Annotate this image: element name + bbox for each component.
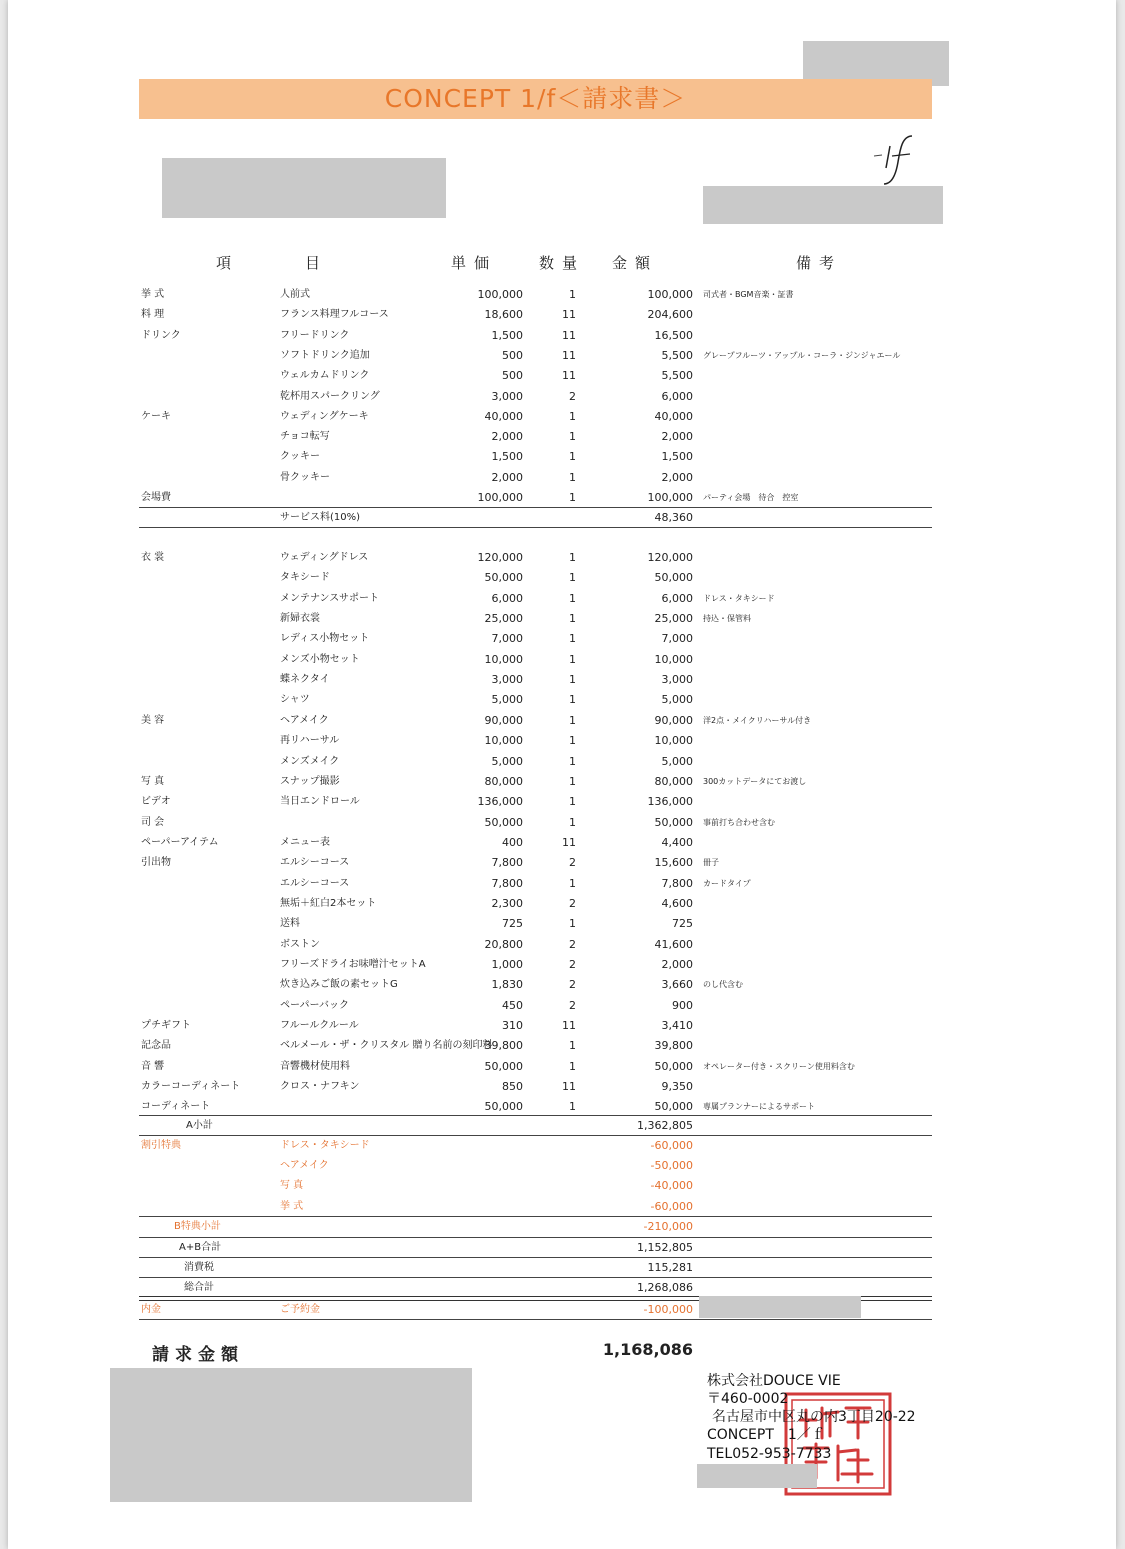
line-item-row xyxy=(0,568,1125,588)
item-remark: 冊子 xyxy=(703,858,719,868)
line-item-row xyxy=(0,975,1125,995)
line-item-row xyxy=(0,711,1125,731)
item-category: カラーコーディネート xyxy=(141,1081,241,1093)
item-amount: 120,000 xyxy=(647,551,693,564)
column-header-remarks: 備考 xyxy=(796,254,843,272)
line-item-row xyxy=(0,955,1125,975)
item-name: ヘアメイク xyxy=(280,714,329,726)
item-amount: -50,000 xyxy=(650,1159,693,1173)
item-quantity: 1 xyxy=(569,754,576,768)
line-item-row xyxy=(0,407,1125,427)
item-unit-price: 1,830 xyxy=(491,978,523,992)
item-category: 挙 式 xyxy=(141,289,165,300)
line-item-row xyxy=(0,629,1125,649)
item-name: 無垢＋紅白2本セット xyxy=(280,897,377,909)
line-item-row xyxy=(0,690,1125,710)
item-amount: 4,600 xyxy=(661,896,693,910)
item-quantity: 1 xyxy=(569,815,576,829)
divider xyxy=(139,527,932,528)
total-amount: 115,281 xyxy=(647,1260,693,1274)
item-quantity: 1 xyxy=(569,1059,576,1073)
item-name: フリードリンク xyxy=(280,329,350,341)
item-quantity: 1 xyxy=(569,1100,576,1114)
line-item-row xyxy=(0,468,1125,488)
item-unit-price: 40,000 xyxy=(484,409,523,423)
item-unit-price: 50,000 xyxy=(484,571,523,585)
item-amount: 16,500 xyxy=(654,328,693,342)
item-quantity: 1 xyxy=(569,450,576,464)
item-name: エルシーコース xyxy=(280,877,350,889)
deposit-amount: -100,000 xyxy=(643,1303,693,1316)
item-quantity: 1 xyxy=(569,713,576,727)
item-amount: 725 xyxy=(672,917,693,931)
item-unit-price: 39,800 xyxy=(484,1039,523,1053)
item-unit-price: 500 xyxy=(502,348,523,362)
item-unit-price: 5,000 xyxy=(491,754,523,768)
line-item-row xyxy=(0,447,1125,467)
item-amount: -60,000 xyxy=(650,1199,693,1213)
subtotal-b-amount: -210,000 xyxy=(643,1220,693,1233)
total-row xyxy=(0,1258,1125,1278)
item-quantity: 1 xyxy=(569,409,576,423)
company-name: 株式会社DOUCE VIE xyxy=(707,1373,841,1389)
item-name: 当日エンドロール xyxy=(280,796,360,808)
redacted-block xyxy=(162,158,446,218)
brand-logo xyxy=(872,132,920,188)
item-name: 再リハーサル xyxy=(280,735,340,747)
item-name: ソフトドリンク追加 xyxy=(280,349,370,361)
subtotal-b-row xyxy=(0,1217,1125,1237)
item-name: 新婦衣裳 xyxy=(280,613,320,625)
line-item-row xyxy=(0,752,1125,772)
item-unit-price: 100,000 xyxy=(477,491,523,504)
item-unit-price: 50,000 xyxy=(484,1059,523,1073)
line-item-row xyxy=(0,1097,1125,1117)
redacted-block xyxy=(703,186,943,224)
item-category: 会場費 xyxy=(141,492,171,503)
item-category: 割引特典 xyxy=(141,1140,181,1151)
item-quantity: 11 xyxy=(562,835,576,849)
item-name: シャツ xyxy=(280,694,310,706)
item-quantity: 11 xyxy=(562,328,576,342)
item-quantity: 2 xyxy=(569,978,576,992)
line-item-row xyxy=(0,996,1125,1016)
item-remark: ドレス・タキシード xyxy=(703,593,775,603)
item-remark: 事前打ち合わせ含む xyxy=(703,817,775,827)
item-unit-price: 850 xyxy=(502,1080,523,1094)
item-quantity: 1 xyxy=(569,632,576,646)
item-name: スナップ撮影 xyxy=(280,775,340,787)
column-header-item: 項 xyxy=(216,254,240,272)
item-name: ボストン xyxy=(280,938,320,950)
discount-row xyxy=(0,1176,1125,1196)
invoice-amount-value: 1,168,086 xyxy=(602,1340,693,1359)
item-name: タキシード xyxy=(280,572,330,584)
item-amount: 40,000 xyxy=(654,409,693,423)
item-unit-price: 400 xyxy=(502,835,523,849)
item-remark: 司式者・BGM音楽・証書 xyxy=(703,290,794,299)
discount-row xyxy=(0,1156,1125,1176)
line-item-row xyxy=(0,833,1125,853)
line-item-row xyxy=(0,285,1125,305)
item-unit-price: 100,000 xyxy=(477,288,523,301)
item-name: ヘアメイク xyxy=(280,1160,329,1172)
item-amount: 100,000 xyxy=(647,491,693,504)
item-amount: 10,000 xyxy=(654,734,693,748)
company-postal: 〒460-0002 xyxy=(707,1391,789,1407)
item-name: メンズ小物セット xyxy=(280,653,360,665)
item-unit-price: 3,000 xyxy=(491,389,523,403)
redacted-block xyxy=(697,1464,817,1488)
item-category: 美 容 xyxy=(141,714,165,726)
item-amount: 204,600 xyxy=(647,308,693,322)
item-amount: 4,400 xyxy=(661,835,693,849)
item-remark: 300カットデータにてお渡し xyxy=(703,776,807,786)
invoice-amount-label: 請求金額 xyxy=(152,1345,244,1365)
item-name: ベルメール・ザ・クリスタル 贈り名前の刻印料 xyxy=(280,1040,493,1052)
item-quantity: 11 xyxy=(562,369,576,383)
item-remark: 専属プランナーによるサポート xyxy=(703,1102,815,1112)
item-remark: カードタイプ xyxy=(703,878,751,888)
item-unit-price: 50,000 xyxy=(484,1100,523,1114)
item-name: メニュー表 xyxy=(280,836,330,848)
item-amount: 136,000 xyxy=(647,795,693,809)
item-unit-price: 136,000 xyxy=(477,795,523,809)
item-category: 記念品 xyxy=(141,1040,171,1052)
item-quantity: 1 xyxy=(569,734,576,748)
line-item-row xyxy=(0,731,1125,751)
item-quantity: 1 xyxy=(569,491,576,504)
column-header-amount: 金額 xyxy=(612,254,659,272)
company-address: 名古屋市中区丸の内3丁目20-22 xyxy=(712,1409,916,1425)
divider xyxy=(139,1319,932,1320)
item-amount: 6,000 xyxy=(661,591,693,605)
item-quantity: 1 xyxy=(569,876,576,890)
item-unit-price: 120,000 xyxy=(477,551,523,564)
line-item-row xyxy=(0,772,1125,792)
line-item-row xyxy=(0,1077,1125,1097)
item-quantity: 1 xyxy=(569,591,576,605)
item-unit-price: 25,000 xyxy=(484,612,523,626)
item-unit-price: 20,800 xyxy=(484,937,523,951)
item-amount: 15,600 xyxy=(654,856,693,870)
item-amount: 7,000 xyxy=(661,632,693,646)
item-unit-price: 450 xyxy=(502,998,523,1012)
item-amount: -60,000 xyxy=(650,1139,693,1152)
item-quantity: 2 xyxy=(569,856,576,870)
service-fee-amount: 48,360 xyxy=(654,511,693,524)
item-unit-price: 2,300 xyxy=(491,896,523,910)
line-item-row xyxy=(0,874,1125,894)
line-item-row xyxy=(0,670,1125,690)
company-venue: CONCEPT 1／ｆ xyxy=(707,1427,825,1443)
company-tel: TEL052-953-7733 xyxy=(707,1446,832,1462)
item-unit-price: 1,500 xyxy=(491,450,523,464)
item-quantity: 1 xyxy=(569,652,576,666)
item-unit-price: 18,600 xyxy=(484,308,523,322)
line-item-row xyxy=(0,914,1125,934)
line-item-row xyxy=(0,427,1125,447)
item-amount: 50,000 xyxy=(654,1059,693,1073)
item-unit-price: 80,000 xyxy=(484,774,523,788)
item-amount: 2,000 xyxy=(661,430,693,444)
item-remark: グレープフルーツ・アップル・コーラ・ジンジャエール xyxy=(703,350,901,360)
item-amount: 50,000 xyxy=(654,1100,693,1114)
item-remark: オペレーター付き・スクリーン使用料含む xyxy=(703,1061,855,1071)
item-category: 料 理 xyxy=(141,309,165,321)
line-item-row xyxy=(0,548,1125,568)
item-quantity: 1 xyxy=(569,673,576,687)
item-quantity: 2 xyxy=(569,389,576,403)
item-category: 衣 裳 xyxy=(141,552,165,563)
line-item-row xyxy=(0,1057,1125,1077)
item-amount: 100,000 xyxy=(647,288,693,301)
redacted-block xyxy=(110,1368,472,1502)
subtotal-a-label: A小計 xyxy=(186,1120,213,1131)
item-amount: 50,000 xyxy=(654,815,693,829)
total-amount: 1,152,805 xyxy=(637,1241,693,1254)
item-name: 乾杯用スパークリング xyxy=(280,390,380,402)
item-amount: 6,000 xyxy=(661,389,693,403)
item-unit-price: 7,800 xyxy=(491,856,523,870)
item-category: 引出物 xyxy=(141,857,171,869)
line-item-row xyxy=(0,1036,1125,1056)
item-unit-price: 50,000 xyxy=(484,815,523,829)
item-unit-price: 7,000 xyxy=(491,632,523,646)
discount-row xyxy=(0,1136,1125,1156)
item-quantity: 2 xyxy=(569,896,576,910)
item-unit-price: 6,000 xyxy=(491,591,523,605)
item-amount: 7,800 xyxy=(661,876,693,890)
item-unit-price: 90,000 xyxy=(484,713,523,727)
item-amount: 90,000 xyxy=(654,713,693,727)
subtotal-a-amount: 1,362,805 xyxy=(637,1119,693,1132)
item-quantity: 11 xyxy=(562,1019,576,1033)
item-category: ケーキ xyxy=(141,410,171,422)
column-header-item: 目 xyxy=(305,254,329,272)
line-item-row xyxy=(0,589,1125,609)
item-name: 挙 式 xyxy=(280,1200,304,1212)
line-item-row xyxy=(0,326,1125,346)
line-item-row xyxy=(0,935,1125,955)
item-name: 音響機材使用料 xyxy=(280,1060,350,1072)
item-remark: 洋2点・メイクリハーサル付き xyxy=(703,715,812,725)
item-name: 送料 xyxy=(280,918,300,930)
item-remark: 持込・保管料 xyxy=(703,614,751,624)
line-item-row xyxy=(0,387,1125,407)
item-name: フランス料理フルコース xyxy=(280,309,389,321)
total-row xyxy=(0,1238,1125,1258)
item-amount: 39,800 xyxy=(654,1039,693,1053)
line-item-row xyxy=(0,609,1125,629)
item-unit-price: 1,500 xyxy=(491,328,523,342)
item-quantity: 1 xyxy=(569,917,576,931)
item-name: ウェディングケーキ xyxy=(280,410,369,422)
total-amount: 1,268,086 xyxy=(637,1280,693,1294)
discount-row xyxy=(0,1197,1125,1217)
item-unit-price: 5,000 xyxy=(491,693,523,707)
subtotal-a-row xyxy=(0,1116,1125,1136)
item-amount: 5,500 xyxy=(661,369,693,383)
redacted-block xyxy=(699,1296,861,1318)
item-name: ウェルカムドリンク xyxy=(280,370,370,382)
item-quantity: 2 xyxy=(569,998,576,1012)
item-unit-price: 10,000 xyxy=(484,734,523,748)
item-unit-price: 3,000 xyxy=(491,673,523,687)
item-category: 音 響 xyxy=(141,1060,165,1072)
line-item-row xyxy=(0,488,1125,508)
item-unit-price: 500 xyxy=(502,369,523,383)
item-remark: パーティ会場 待合 控室 xyxy=(703,493,799,502)
line-item-row xyxy=(0,853,1125,873)
item-amount: 1,500 xyxy=(661,450,693,464)
item-quantity: 11 xyxy=(562,1080,576,1094)
item-category: ペーパーアイテム xyxy=(141,836,219,848)
item-unit-price: 2,000 xyxy=(491,430,523,444)
item-name: メンテナンスサポート xyxy=(280,592,379,604)
line-item-row xyxy=(0,813,1125,833)
line-item-row xyxy=(0,650,1125,670)
item-name: クッキー xyxy=(280,451,320,463)
line-item-row xyxy=(0,305,1125,325)
item-quantity: 1 xyxy=(569,430,576,444)
item-name: レディス小物セット xyxy=(280,633,370,645)
total-label: 消費税 xyxy=(184,1261,214,1273)
item-name: 人前式 xyxy=(280,289,310,300)
item-quantity: 1 xyxy=(569,571,576,585)
item-name: エルシーコース xyxy=(280,857,350,869)
item-amount: 10,000 xyxy=(654,652,693,666)
line-item-row xyxy=(0,792,1125,812)
item-remark: のし代含む xyxy=(703,980,743,990)
item-quantity: 1 xyxy=(569,795,576,809)
item-name: フリーズドライお味噌汁セットA xyxy=(280,959,426,970)
deposit-row xyxy=(0,1300,1125,1320)
item-quantity: 1 xyxy=(569,470,576,484)
item-name: フルールクルール xyxy=(280,1020,359,1032)
item-name: 骨クッキー xyxy=(280,471,330,483)
line-item-row xyxy=(0,346,1125,366)
item-quantity: 1 xyxy=(569,1039,576,1053)
item-category: プチギフト xyxy=(141,1020,191,1032)
item-category: コーディネート xyxy=(141,1101,211,1113)
item-amount: -40,000 xyxy=(650,1179,693,1193)
item-amount: 5,000 xyxy=(661,693,693,707)
item-name: 写 真 xyxy=(280,1180,304,1192)
item-amount: 2,000 xyxy=(661,958,693,971)
item-amount: 9,350 xyxy=(661,1080,693,1094)
item-unit-price: 10,000 xyxy=(484,652,523,666)
column-header-quantity: 数量 xyxy=(539,254,586,272)
line-item-row xyxy=(0,1016,1125,1036)
item-amount: 5,500 xyxy=(661,348,693,362)
item-amount: 3,660 xyxy=(661,978,693,992)
item-amount: 25,000 xyxy=(654,612,693,626)
item-quantity: 1 xyxy=(569,288,576,301)
deposit-label: 内金 xyxy=(141,1304,161,1315)
item-name: 蝶ネクタイ xyxy=(280,674,330,686)
total-row xyxy=(0,1278,1125,1298)
item-quantity: 11 xyxy=(562,308,576,322)
item-category: 写 真 xyxy=(141,775,165,787)
line-item-row xyxy=(0,366,1125,386)
item-name: ウェディングドレス xyxy=(280,552,369,563)
item-name: チョコ転写 xyxy=(280,431,330,443)
item-amount: 41,600 xyxy=(654,937,693,951)
item-name: ペーパーバック xyxy=(280,999,349,1011)
item-unit-price: 1,000 xyxy=(491,958,523,971)
total-label: A+B合計 xyxy=(179,1242,222,1253)
item-quantity: 2 xyxy=(569,937,576,951)
item-name: メンズメイク xyxy=(280,755,340,767)
item-category: 司 会 xyxy=(141,816,165,828)
item-amount: 2,000 xyxy=(661,470,693,484)
column-header-unit-price: 単価 xyxy=(451,254,498,272)
item-name: 炊き込みご飯の素セットG xyxy=(280,979,398,991)
item-quantity: 1 xyxy=(569,551,576,564)
document-title: CONCEPT 1/f＜請求書＞ xyxy=(139,79,932,119)
item-amount: 80,000 xyxy=(654,774,693,788)
item-unit-price: 2,000 xyxy=(491,470,523,484)
item-amount: 3,410 xyxy=(661,1019,693,1033)
item-quantity: 1 xyxy=(569,612,576,626)
item-quantity: 11 xyxy=(562,348,576,362)
item-unit-price: 7,800 xyxy=(491,876,523,890)
service-fee-label: サービス料(10%) xyxy=(280,512,361,523)
item-quantity: 1 xyxy=(569,693,576,707)
item-quantity: 2 xyxy=(569,958,576,971)
item-quantity: 1 xyxy=(569,774,576,788)
deposit-item: ご予約金 xyxy=(280,1304,320,1315)
item-category: ドリンク xyxy=(141,329,181,341)
item-unit-price: 725 xyxy=(502,917,523,931)
item-unit-price: 310 xyxy=(502,1019,523,1033)
item-name: クロス・ナフキン xyxy=(280,1081,360,1093)
item-amount: 5,000 xyxy=(661,754,693,768)
line-item-row xyxy=(0,894,1125,914)
item-amount: 50,000 xyxy=(654,571,693,585)
service-fee-row xyxy=(0,508,1125,528)
item-category: ビデオ xyxy=(141,796,171,808)
total-label: 総合計 xyxy=(184,1281,214,1293)
subtotal-b-label: B特典小計 xyxy=(174,1221,221,1232)
item-amount: 900 xyxy=(672,998,693,1012)
item-amount: 3,000 xyxy=(661,673,693,687)
item-name: ドレス・タキシード xyxy=(280,1140,370,1151)
